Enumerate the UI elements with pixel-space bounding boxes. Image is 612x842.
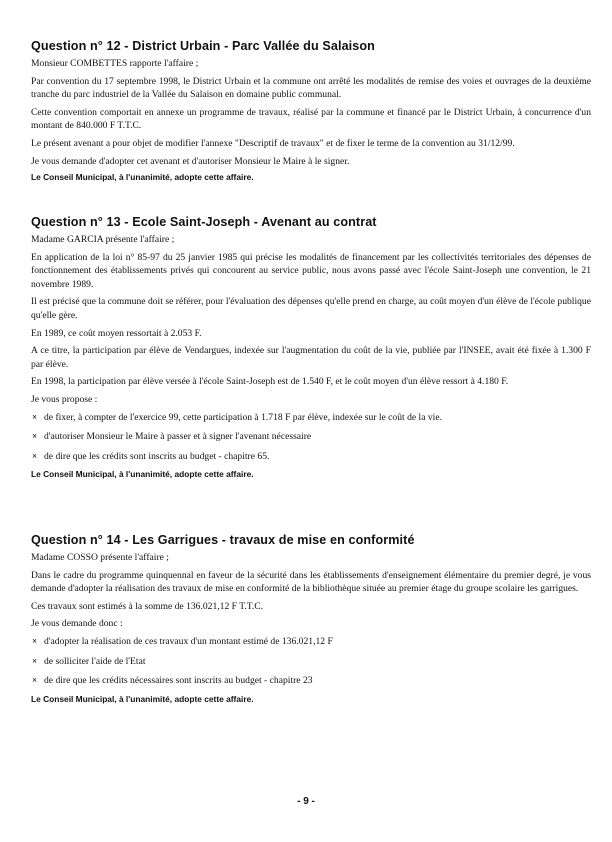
cross-bullet-icon: × — [32, 431, 38, 442]
q13-paragraph: En application de la loi n° 85-97 du 25 janvier 1985 qui précise les modalités de financement par les collectivités territoriales des dépenses de fonctionnement des établissements privés qui concourent au service public, nous avons passé avec l'école Saint-Joseph une convention, le 21 novembre 1989. — [31, 251, 591, 290]
q14-paragraph: Je vous demande donc : — [31, 618, 123, 630]
q13-paragraph: En 1998, la participation par élève versée à l'école Saint-Joseph est de 1.540 F, et le coût moyen d'un élève ressort à 4.180 F. — [31, 376, 509, 388]
q14-paragraph: Madame COSSO présente l'affaire ; — [31, 552, 169, 563]
q14-bullet-list — [31, 635, 591, 688]
cross-bullet-icon: × — [32, 450, 38, 461]
cross-bullet-icon: × — [32, 411, 38, 422]
question-12-title: Question n° 12 - District Urbain - Parc Vallée du Salaison — [31, 39, 375, 53]
list-item-text: d'autoriser Monsieur le Maire à passer et à signer l'avenant nécessaire — [44, 431, 312, 443]
q13-paragraph: Il est précisé que la commune doit se référer, pour l'évaluation des dépenses qu'elle prend en charge, au coût moyen d'un élève de l'école publique qu'elle gère. — [31, 296, 591, 321]
q12-paragraph: Monsieur COMBETTES rapporte l'affaire ; — [31, 58, 199, 69]
page-number: - 9 - — [297, 796, 315, 807]
q12-paragraph: Je vous demande d'adopter cet avenant et d'autoriser Monsieur le Maire à le signer. — [31, 155, 350, 167]
list-item-text: de dire que les crédits nécessaires sont inscrits au budget - chapitre 23 — [44, 675, 313, 687]
cross-bullet-icon: × — [32, 655, 38, 666]
q13-paragraph: Je vous propose : — [31, 393, 98, 405]
list-item-text: de dire que les crédits sont inscrits au budget - chapitre 65. — [44, 450, 270, 462]
list-item — [31, 674, 591, 688]
cross-bullet-icon: × — [32, 635, 38, 646]
question-13-title: Question n° 13 - Ecole Saint-Joseph - Avenant au contrat — [31, 215, 377, 229]
q14-paragraph: Ces travaux sont estimés à la somme de 136.021,12 F T.T.C. — [31, 600, 264, 612]
q12-paragraph: Par convention du 17 septembre 1998, le District Urbain et la commune ont arrêté les modalités de remise des voies et ouvrages de la deuxième tranche du parc industriel de la Vallée du Salaison en domaine public communal. — [31, 75, 591, 101]
cross-bullet-icon: × — [32, 675, 38, 686]
q13-decision: Le Conseil Municipal, à l'unanimité, adopte cette affaire. — [31, 469, 254, 480]
q13-paragraph: En 1989, ce coût moyen ressortait à 2.053 F. — [31, 327, 202, 339]
list-item — [31, 655, 591, 669]
q14-decision: Le Conseil Municipal, à l'unanimité, adopte cette affaire. — [31, 693, 254, 704]
list-item — [31, 411, 591, 425]
list-item — [31, 430, 591, 444]
list-item-text: d'adopter la réalisation de ces travaux d'un montant estimé de 136.021,12 F — [44, 635, 333, 647]
q12-decision: Le Conseil Municipal, à l'unanimité, adopte cette affaire. — [31, 172, 254, 183]
question-12-section — [31, 39, 591, 182]
question-14-section — [31, 533, 591, 704]
question-14-title: Question n° 14 - Les Garrigues - travaux de mise en conformité — [31, 533, 415, 547]
list-item — [31, 450, 591, 464]
question-13-section — [31, 215, 591, 479]
list-item-text: de fixer, à compter de l'exercice 99, cette participation à 1.718 F par élève, indexée sur le coût de la vie. — [44, 411, 442, 423]
list-item — [31, 635, 591, 649]
q12-paragraph: Cette convention comportait en annexe un programme de travaux, réalisé par la commune et financé par le District Urbain, à concurrence d'un montant de 840.000 F T.T.C. — [31, 106, 591, 132]
q12-paragraph: Le présent avenant a pour objet de modifier l'annexe "Descriptif de travaux" et de fixer le terme de la convention au 31/12/99. — [31, 137, 515, 149]
q13-bullet-list — [31, 411, 591, 464]
list-item-text: de solliciter l'aide de l'Etat — [44, 655, 146, 667]
q13-paragraph: A ce titre, la participation par élève de Vendargues, indexée sur l'augmentation du coût de la vie, publiée par l'INSEE, avait été fixée à 1.300 F par élève. — [31, 345, 591, 370]
q13-paragraph: Madame GARCIA présente l'affaire ; — [31, 234, 175, 245]
q14-paragraph: Dans le cadre du programme quinquennal en faveur de la sécurité dans les établissements d'enseignement élémentaire du premier degré, je vous demande d'adopter la réalisation des travaux de mise en conformité de la bibliothèque située au premier étage du groupe scolaire les garrigues. — [31, 569, 591, 595]
